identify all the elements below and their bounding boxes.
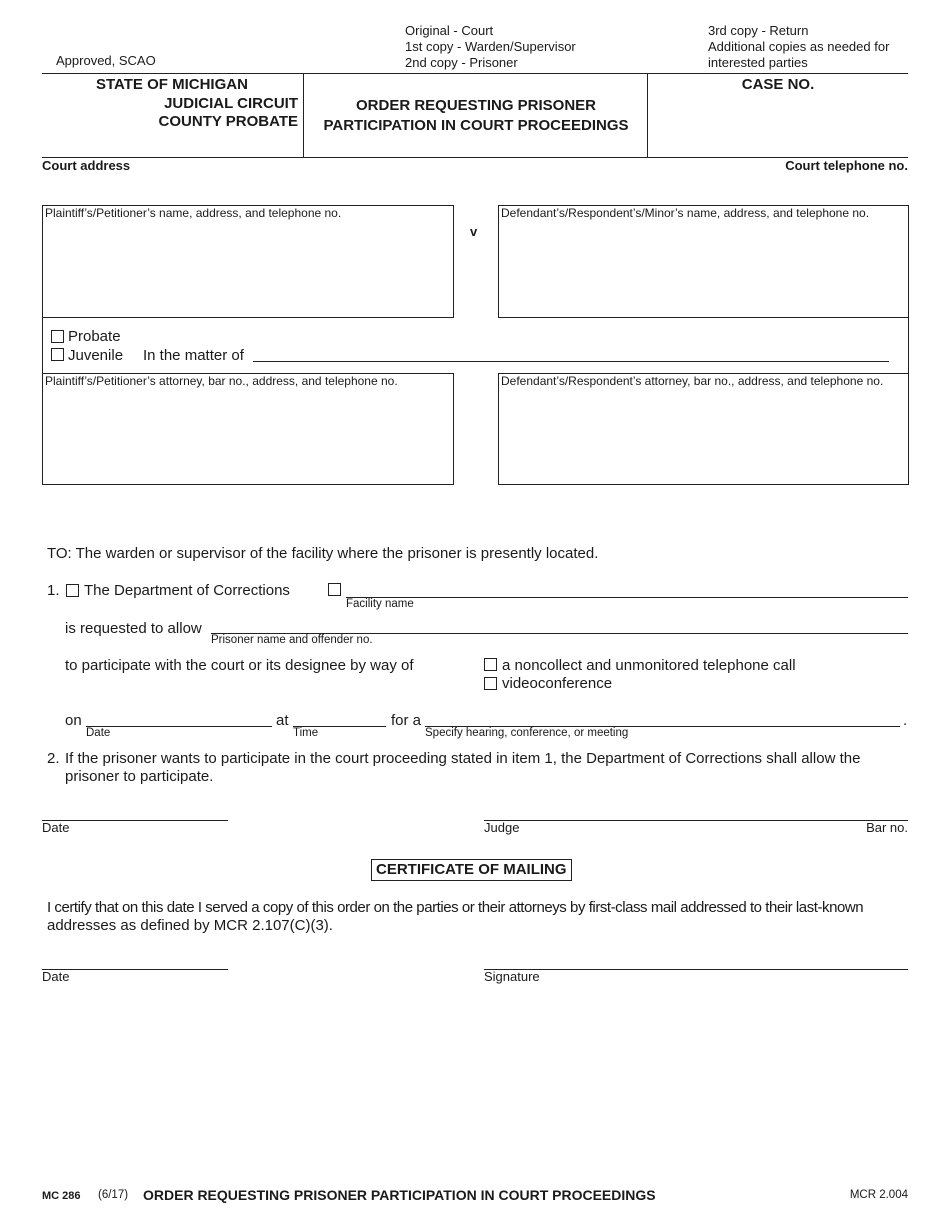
header-top-rule [42,73,908,74]
judicial-circuit: JUDICIAL CIRCUIT [164,95,298,112]
band-left-edge [42,317,43,374]
header-divider-left [303,73,304,158]
period-mark: . [903,712,908,729]
judge-caption: Judge [484,820,520,835]
videoconference-checkbox[interactable] [484,677,497,690]
department-of-corrections-checkbox[interactable] [66,584,79,597]
state-name: STATE OF MICHIGAN [96,76,248,93]
footer-title: ORDER REQUESTING PRISONER PARTICIPATION IN COURT PROCEEDINGS [143,1187,656,1203]
court-rule: MCR 2.004 [849,1189,908,1201]
form-revision: (6/17) [98,1189,129,1201]
copy-line: 1st copy - Warden/Supervisor [405,39,576,54]
telephone-call-checkbox[interactable] [484,658,497,671]
bar-no-caption: Bar no. [866,820,908,835]
date-line[interactable] [86,726,272,727]
order-date-line[interactable] [42,820,228,821]
item-2-text-line-2: prisoner to participate. [65,768,214,785]
at-label: at [276,712,289,729]
form-title-line-2: PARTICIPATION IN COURT PROCEEDINGS [323,117,629,134]
telephone-call-label: a noncollect and unmonitored telephone call [502,657,796,674]
plaintiff-attorney-box[interactable] [42,373,454,485]
copy-line: 2nd copy - Prisoner [405,55,518,70]
on-label: on [65,712,82,729]
item-1-number: 1. [47,582,60,599]
item-2-number: 2. [47,750,60,767]
copy-line: Additional copies as needed for [708,39,890,54]
approved-scao: Approved, SCAO [56,53,156,68]
facility-name-line[interactable] [346,597,908,598]
time-caption: Time [293,727,319,739]
to-warden-text: TO: The warden or supervisor of the facility where the prisoner is presently located. [47,545,599,562]
certificate-text-line-2: addresses as defined by MCR 2.107(C)(3). [47,917,333,934]
matter-of-label: In the matter of [143,347,244,364]
probate-label: Probate [68,328,121,345]
form-number: MC 286 [42,1190,81,1202]
certificate-date-caption: Date [42,969,70,984]
probate-checkbox[interactable] [51,330,64,343]
case-number-field[interactable] [660,98,896,150]
participate-text: to participate with the court or its designee by way of [65,657,414,674]
copies-distribution-2 [708,23,889,71]
defendant-attorney-label: Defendant’s/Respondent’s attorney, bar no., address, and telephone no. [501,374,884,388]
item-2-text-line-1: If the prisoner wants to participate in the court proceeding stated in item 1, the Department of Corrections shall allow the [65,750,861,767]
form-title-line-1: ORDER REQUESTING PRISONER [355,97,597,114]
videoconference-label: videoconference [502,675,613,692]
title-bottom-rule [303,157,647,158]
band-right-edge [908,317,909,374]
case-number-label: CASE NO. [741,76,815,93]
plaintiff-label: Plaintiff’s/Petitioner’s name, address, and telephone no. [45,206,342,220]
hearing-caption: Specify hearing, conference, or meeting [425,727,629,739]
court-address-label: Court address [42,158,131,173]
order-date-caption: Date [42,820,70,835]
date-caption: Date [86,727,111,739]
plaintiff-attorney-label: Plaintiff’s/Petitioner’s attorney, bar no., address, and telephone no. [45,374,398,388]
juvenile-checkbox[interactable] [51,348,64,361]
department-of-corrections-label: The Department of Corrections [84,582,290,599]
plaintiff-box[interactable] [42,205,454,318]
matter-of-line[interactable] [253,361,889,362]
certificate-text-line-1: I certify that on this date I served a copy of this order on the parties or their attorneys by first-class mail addressed to their last-known [47,899,864,916]
defendant-box[interactable] [498,205,909,318]
facility-name-caption: Facility name [346,598,414,610]
county-probate: COUNTY PROBATE [158,113,298,130]
copies-distribution-1 [405,23,576,71]
certificate-signature-line[interactable] [484,969,908,970]
certificate-date-line[interactable] [42,969,228,970]
certificate-heading: CERTIFICATE OF MAILING [371,859,572,881]
defendant-attorney-box[interactable] [498,373,909,485]
copy-line: Original - Court [405,23,494,38]
for-a-label: for a [391,712,422,729]
defendant-label: Defendant’s/Respondent’s/Minor’s name, address, and telephone no. [501,206,870,220]
copy-line: interested parties [708,55,808,70]
court-telephone-label: Court telephone no. [785,158,908,173]
facility-checkbox[interactable] [328,583,341,596]
requested-to-allow-text: is requested to allow [65,620,202,637]
certificate-signature-caption: Signature [484,969,540,984]
versus-label: v [470,224,478,239]
prisoner-name-caption: Prisoner name and offender no. [211,634,373,646]
copy-line: 3rd copy - Return [708,23,809,38]
juvenile-label: Juvenile [68,347,124,364]
